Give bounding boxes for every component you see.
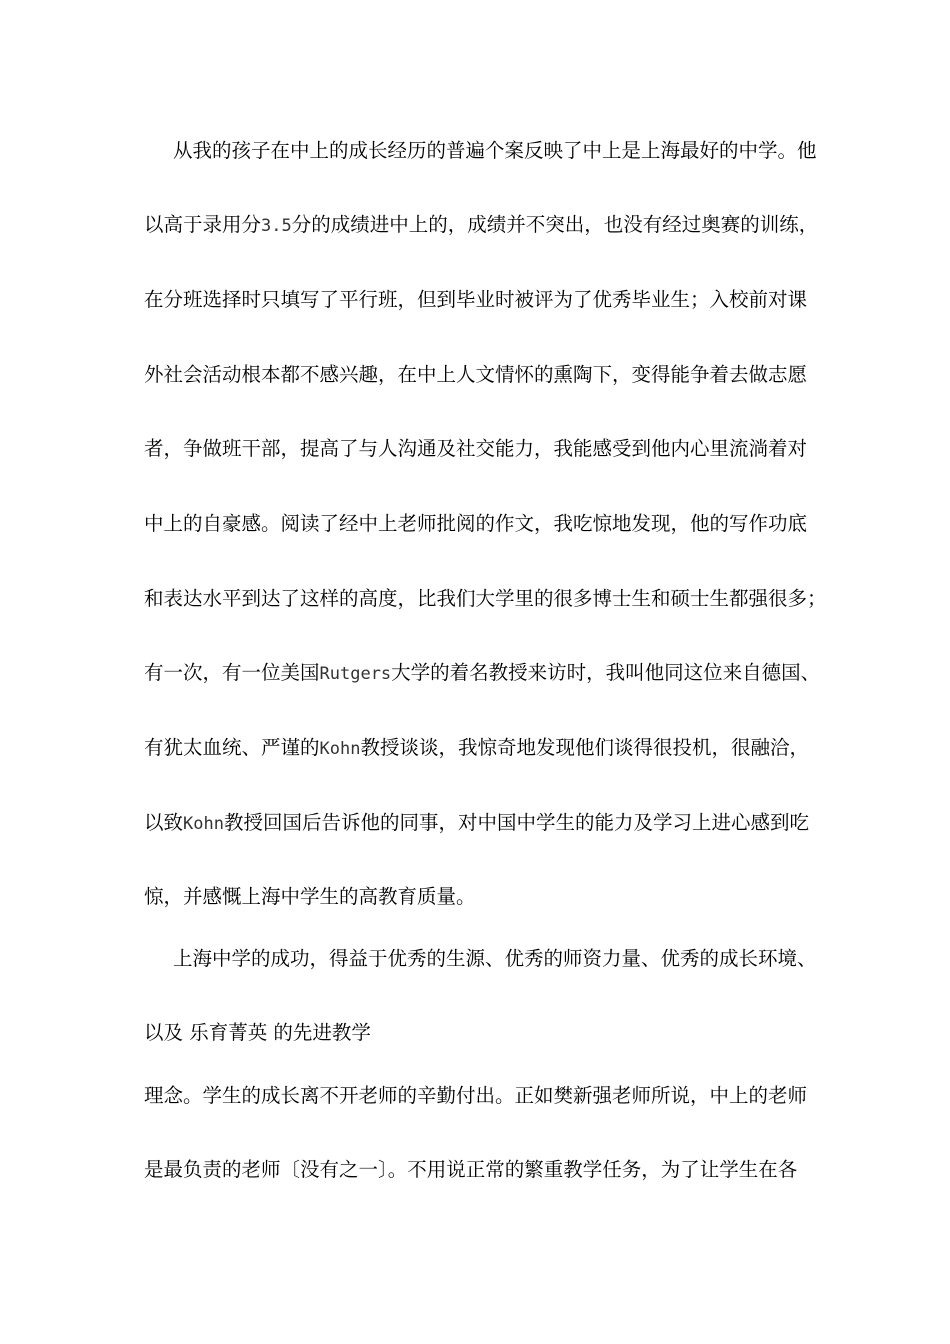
- text-segment: 有犹太血统、严谨的: [144, 736, 320, 759]
- text-segment: 有一次，有一位美国: [144, 661, 320, 684]
- text-line-p2-1: 上海中学的成功，得益于优秀的生源、优秀的师资力量、优秀的成长环境、: [173, 947, 817, 970]
- text-segment: 以高于录用分: [144, 213, 262, 236]
- word-kohn: Kohn: [319, 739, 361, 759]
- number-3-5: 3.5: [261, 216, 292, 236]
- text-line-p1-10: [144, 811, 809, 836]
- text-line-p1-8: [144, 661, 820, 686]
- text-segment: 教授谈谈，我惊奇地发现他们谈得很投机，很融洽，: [360, 736, 809, 759]
- text-line-p1-3: 在分班选择时只填写了平行班，但到毕业时被评为了优秀毕业生；入校前对课: [144, 288, 808, 311]
- text-line-p2-4: 是最负责的老师〔没有之一〕。不用说正常的繁重教学任务，为了让学生在各: [144, 1158, 798, 1181]
- text-line-p1-2: [144, 213, 818, 238]
- text-line-p1-9: [144, 736, 809, 761]
- text-segment: 大学的着名教授来访时，我叫他同这位来自德国、: [391, 661, 821, 684]
- text-segment: 教授回国后告诉他的同事，对中国中学生的能力及学习上进心感到吃: [223, 811, 809, 834]
- text-line-p2-2: 以及 乐育菁英 的先进教学: [144, 1021, 371, 1044]
- text-segment: 分的成绩进中上的，成绩并不突出，也没有经过奥赛的训练，: [291, 213, 819, 236]
- text-line-p1-5: 者，争做班干部，提高了与人沟通及社交能力，我能感受到他内心里流淌着对: [144, 437, 808, 460]
- text-line-p1-6: 中上的自豪感。阅读了经中上老师批阅的作文，我吃惊地发现，他的写作功底: [144, 512, 808, 535]
- word-rutgers: Rutgers: [319, 664, 392, 684]
- text-line-p1-11: 惊，并感慨上海中学生的高教育质量。: [144, 885, 476, 908]
- text-line-p1-4: 外社会活动根本都不感兴趣，在中上人文情怀的熏陶下，变得能争着去做志愿: [144, 363, 808, 386]
- text-line-p1-7: 和表达水平到达了这样的高度，比我们大学里的很多博士生和硕士生都强很多；: [144, 587, 827, 610]
- text-line-p2-3: 理念。学生的成长离不开老师的辛勤付出。正如樊新强老师所说，中上的老师: [144, 1084, 808, 1107]
- text-segment: 以致: [144, 811, 184, 834]
- text-line-p1-1: 从我的孩子在中上的成长经历的普遍个案反映了中上是上海最好的中学。他: [173, 139, 817, 162]
- word-kohn-2: Kohn: [183, 814, 224, 834]
